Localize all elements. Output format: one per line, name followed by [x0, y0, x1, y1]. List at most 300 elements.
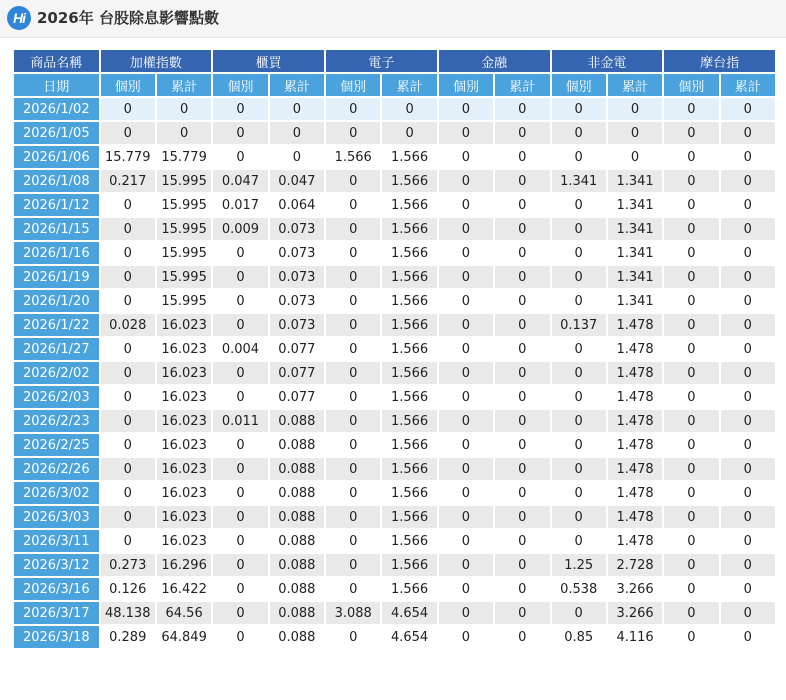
cumulative-value-cell: 0.077 — [270, 362, 324, 384]
cumulative-value-cell: 0 — [495, 578, 549, 600]
individual-value-cell: 0 — [664, 242, 718, 264]
individual-value-cell: 0 — [552, 218, 606, 240]
individual-value-cell: 0 — [326, 218, 380, 240]
sub-header-cumulative: 累計 — [157, 74, 211, 96]
cumulative-value-cell: 1.341 — [608, 290, 662, 312]
individual-value-cell: 0 — [439, 554, 493, 576]
individual-value-cell: 0 — [664, 170, 718, 192]
individual-value-cell: 0 — [213, 266, 267, 288]
cumulative-value-cell: 0 — [721, 602, 775, 624]
date-header: 日期 — [14, 74, 99, 96]
cumulative-value-cell: 16.422 — [157, 578, 211, 600]
table-row — [14, 386, 775, 408]
individual-value-cell: 0 — [326, 554, 380, 576]
individual-value-cell: 0 — [439, 530, 493, 552]
cumulative-value-cell: 0 — [721, 146, 775, 168]
sub-header-individual: 個別 — [664, 74, 718, 96]
cumulative-value-cell: 0.088 — [270, 530, 324, 552]
individual-value-cell: 0 — [439, 578, 493, 600]
individual-value-cell: 0 — [213, 434, 267, 456]
individual-value-cell: 0.273 — [101, 554, 155, 576]
individual-value-cell: 0 — [439, 338, 493, 360]
individual-value-cell: 0 — [439, 506, 493, 528]
individual-value-cell: 0 — [439, 410, 493, 432]
row-date: 2026/1/20 — [14, 290, 99, 312]
cumulative-value-cell: 0 — [495, 242, 549, 264]
table-row — [14, 170, 775, 192]
cumulative-value-cell: 0 — [721, 578, 775, 600]
individual-value-cell: 0 — [101, 458, 155, 480]
cumulative-value-cell: 1.566 — [382, 218, 436, 240]
table-row — [14, 98, 775, 120]
table-row — [14, 506, 775, 528]
cumulative-value-cell: 0 — [495, 482, 549, 504]
table-row — [14, 482, 775, 504]
individual-value-cell: 0 — [101, 410, 155, 432]
cumulative-value-cell: 1.566 — [382, 386, 436, 408]
individual-value-cell: 0 — [552, 602, 606, 624]
group-header-msci-taiwan: 摩台指 — [664, 50, 775, 72]
individual-value-cell: 0.289 — [101, 626, 155, 648]
cumulative-value-cell: 0 — [608, 98, 662, 120]
cumulative-value-cell: 16.023 — [157, 386, 211, 408]
individual-value-cell: 0 — [326, 290, 380, 312]
individual-value-cell: 0.017 — [213, 194, 267, 216]
individual-value-cell: 0 — [552, 434, 606, 456]
cumulative-value-cell: 0 — [495, 386, 549, 408]
cumulative-value-cell: 0 — [721, 482, 775, 504]
individual-value-cell: 0.137 — [552, 314, 606, 336]
cumulative-value-cell: 0 — [721, 338, 775, 360]
individual-value-cell: 0 — [664, 506, 718, 528]
cumulative-value-cell: 0 — [721, 290, 775, 312]
individual-value-cell: 0.85 — [552, 626, 606, 648]
individual-value-cell: 0 — [439, 434, 493, 456]
cumulative-value-cell: 64.56 — [157, 602, 211, 624]
individual-value-cell: 0 — [326, 386, 380, 408]
individual-value-cell: 0 — [439, 290, 493, 312]
cumulative-value-cell: 0 — [721, 626, 775, 648]
individual-value-cell: 0 — [664, 266, 718, 288]
cumulative-value-cell: 1.478 — [608, 362, 662, 384]
individual-value-cell: 0 — [664, 578, 718, 600]
cumulative-value-cell: 64.849 — [157, 626, 211, 648]
cumulative-value-cell: 0 — [495, 290, 549, 312]
individual-value-cell: 0 — [552, 98, 606, 120]
table-row — [14, 242, 775, 264]
dividend-impact-table — [12, 48, 777, 650]
individual-value-cell: 0 — [326, 362, 380, 384]
cumulative-value-cell: 0 — [721, 194, 775, 216]
cumulative-value-cell: 1.566 — [382, 146, 436, 168]
cumulative-value-cell: 1.566 — [382, 170, 436, 192]
group-header-otc: 櫃買 — [213, 50, 324, 72]
individual-value-cell: 0 — [664, 602, 718, 624]
cumulative-value-cell: 0 — [157, 98, 211, 120]
cumulative-value-cell: 1.566 — [382, 362, 436, 384]
individual-value-cell: 0 — [664, 194, 718, 216]
individual-value-cell: 0 — [326, 626, 380, 648]
cumulative-value-cell: 0 — [495, 338, 549, 360]
cumulative-value-cell: 1.566 — [382, 554, 436, 576]
row-date: 2026/1/02 — [14, 98, 99, 120]
row-date: 2026/1/19 — [14, 266, 99, 288]
individual-value-cell: 0 — [664, 626, 718, 648]
individual-value-cell: 0 — [101, 98, 155, 120]
row-date: 2026/2/02 — [14, 362, 99, 384]
individual-value-cell: 0.126 — [101, 578, 155, 600]
sub-header-individual: 個別 — [326, 74, 380, 96]
cumulative-value-cell: 1.341 — [608, 242, 662, 264]
individual-value-cell: 0 — [664, 362, 718, 384]
individual-value-cell: 0 — [439, 482, 493, 504]
cumulative-value-cell: 3.266 — [608, 602, 662, 624]
row-date: 2026/1/15 — [14, 218, 99, 240]
individual-value-cell: 0 — [439, 386, 493, 408]
individual-value-cell: 0 — [552, 458, 606, 480]
table-row — [14, 314, 775, 336]
row-date: 2026/1/12 — [14, 194, 99, 216]
individual-value-cell: 0 — [213, 506, 267, 528]
sub-header-cumulative: 累計 — [382, 74, 436, 96]
individual-value-cell: 1.566 — [326, 146, 380, 168]
table-row — [14, 362, 775, 384]
group-header-row — [14, 50, 775, 72]
cumulative-value-cell: 1.341 — [608, 170, 662, 192]
individual-value-cell: 0 — [552, 194, 606, 216]
individual-value-cell: 0 — [552, 386, 606, 408]
individual-value-cell: 0 — [439, 242, 493, 264]
cumulative-value-cell: 0 — [495, 602, 549, 624]
cumulative-value-cell: 0.088 — [270, 506, 324, 528]
cumulative-value-cell: 0.088 — [270, 458, 324, 480]
individual-value-cell: 0 — [552, 530, 606, 552]
cumulative-value-cell: 0 — [495, 218, 549, 240]
individual-value-cell: 0 — [664, 386, 718, 408]
individual-value-cell: 0 — [664, 218, 718, 240]
sub-header-row — [14, 74, 775, 96]
cumulative-value-cell: 15.995 — [157, 242, 211, 264]
sub-header-individual: 個別 — [552, 74, 606, 96]
cumulative-value-cell: 0 — [721, 530, 775, 552]
cumulative-value-cell: 0.064 — [270, 194, 324, 216]
individual-value-cell: 0 — [213, 626, 267, 648]
cumulative-value-cell: 0 — [495, 362, 549, 384]
individual-value-cell: 0 — [439, 458, 493, 480]
cumulative-value-cell: 0 — [721, 98, 775, 120]
individual-value-cell: 0 — [326, 482, 380, 504]
individual-value-cell: 0 — [326, 98, 380, 120]
individual-value-cell: 0 — [101, 122, 155, 144]
cumulative-value-cell: 1.566 — [382, 530, 436, 552]
cumulative-value-cell: 0.088 — [270, 578, 324, 600]
cumulative-value-cell: 15.995 — [157, 194, 211, 216]
cumulative-value-cell: 0 — [495, 194, 549, 216]
cumulative-value-cell: 0 — [721, 434, 775, 456]
cumulative-value-cell: 16.023 — [157, 458, 211, 480]
individual-value-cell: 0 — [101, 530, 155, 552]
individual-value-cell: 0 — [326, 506, 380, 528]
individual-value-cell: 0 — [213, 458, 267, 480]
individual-value-cell: 0 — [326, 170, 380, 192]
cumulative-value-cell: 1.566 — [382, 410, 436, 432]
cumulative-value-cell: 0 — [495, 266, 549, 288]
sub-header-cumulative: 累計 — [721, 74, 775, 96]
table-body — [14, 98, 775, 648]
cumulative-value-cell: 16.023 — [157, 410, 211, 432]
individual-value-cell: 0 — [101, 266, 155, 288]
individual-value-cell: 0 — [101, 218, 155, 240]
cumulative-value-cell: 1.341 — [608, 218, 662, 240]
individual-value-cell: 0 — [552, 266, 606, 288]
cumulative-value-cell: 15.995 — [157, 170, 211, 192]
cumulative-value-cell: 0 — [495, 434, 549, 456]
cumulative-value-cell: 0.088 — [270, 626, 324, 648]
individual-value-cell: 0 — [101, 242, 155, 264]
cumulative-value-cell: 1.478 — [608, 386, 662, 408]
individual-value-cell: 0 — [326, 410, 380, 432]
individual-value-cell: 0 — [326, 338, 380, 360]
table-row — [14, 194, 775, 216]
individual-value-cell: 0 — [101, 362, 155, 384]
cumulative-value-cell: 0.088 — [270, 482, 324, 504]
row-date: 2026/3/18 — [14, 626, 99, 648]
cumulative-value-cell: 3.266 — [608, 578, 662, 600]
individual-value-cell: 0 — [439, 362, 493, 384]
individual-value-cell: 0 — [101, 386, 155, 408]
cumulative-value-cell: 1.478 — [608, 458, 662, 480]
individual-value-cell: 0.538 — [552, 578, 606, 600]
individual-value-cell: 0.217 — [101, 170, 155, 192]
individual-value-cell: 0 — [326, 578, 380, 600]
cumulative-value-cell: 1.566 — [382, 458, 436, 480]
individual-value-cell: 0 — [213, 362, 267, 384]
individual-value-cell: 0 — [439, 194, 493, 216]
cumulative-value-cell: 0.073 — [270, 314, 324, 336]
cumulative-value-cell: 15.995 — [157, 290, 211, 312]
cumulative-value-cell: 1.478 — [608, 434, 662, 456]
cumulative-value-cell: 4.116 — [608, 626, 662, 648]
individual-value-cell: 0 — [664, 482, 718, 504]
cumulative-value-cell: 0.077 — [270, 338, 324, 360]
sub-header-individual: 個別 — [101, 74, 155, 96]
cumulative-value-cell: 0 — [721, 122, 775, 144]
cumulative-value-cell: 1.478 — [608, 482, 662, 504]
individual-value-cell: 0 — [213, 242, 267, 264]
cumulative-value-cell: 1.478 — [608, 410, 662, 432]
individual-value-cell: 0 — [439, 122, 493, 144]
individual-value-cell: 0 — [213, 482, 267, 504]
cumulative-value-cell: 0 — [608, 122, 662, 144]
table-row — [14, 266, 775, 288]
row-date: 2026/2/25 — [14, 434, 99, 456]
cumulative-value-cell: 16.023 — [157, 362, 211, 384]
cumulative-value-cell: 0 — [608, 146, 662, 168]
individual-value-cell: 0 — [213, 98, 267, 120]
cumulative-value-cell: 0.088 — [270, 410, 324, 432]
individual-value-cell: 0.009 — [213, 218, 267, 240]
individual-value-cell: 0 — [439, 146, 493, 168]
cumulative-value-cell: 15.779 — [157, 146, 211, 168]
cumulative-value-cell: 0 — [721, 266, 775, 288]
individual-value-cell: 0 — [213, 386, 267, 408]
row-date: 2026/3/17 — [14, 602, 99, 624]
cumulative-value-cell: 0 — [721, 410, 775, 432]
cumulative-value-cell: 1.478 — [608, 506, 662, 528]
cumulative-value-cell: 1.566 — [382, 242, 436, 264]
individual-value-cell: 0 — [326, 530, 380, 552]
individual-value-cell: 0 — [439, 98, 493, 120]
cumulative-value-cell: 0 — [495, 506, 549, 528]
individual-value-cell: 0 — [213, 602, 267, 624]
cumulative-value-cell: 0 — [495, 146, 549, 168]
individual-value-cell: 0 — [552, 146, 606, 168]
cumulative-value-cell: 0 — [721, 170, 775, 192]
cumulative-value-cell: 15.995 — [157, 218, 211, 240]
table-row — [14, 146, 775, 168]
row-date: 2026/1/06 — [14, 146, 99, 168]
cumulative-value-cell: 0 — [721, 242, 775, 264]
individual-value-cell: 0 — [552, 122, 606, 144]
cumulative-value-cell: 0 — [721, 218, 775, 240]
individual-value-cell: 0 — [552, 290, 606, 312]
individual-value-cell: 0 — [326, 266, 380, 288]
cumulative-value-cell: 0 — [721, 458, 775, 480]
individual-value-cell: 0 — [213, 122, 267, 144]
row-date: 2026/1/22 — [14, 314, 99, 336]
cumulative-value-cell: 4.654 — [382, 602, 436, 624]
product-name-header: 商品名稱 — [14, 50, 99, 72]
individual-value-cell: 0 — [326, 434, 380, 456]
cumulative-value-cell: 0.088 — [270, 554, 324, 576]
group-header-taiex: 加權指數 — [101, 50, 212, 72]
cumulative-value-cell: 16.023 — [157, 434, 211, 456]
individual-value-cell: 3.088 — [326, 602, 380, 624]
cumulative-value-cell: 0 — [495, 314, 549, 336]
cumulative-value-cell: 0 — [495, 458, 549, 480]
individual-value-cell: 0 — [664, 338, 718, 360]
individual-value-cell: 0 — [326, 122, 380, 144]
individual-value-cell: 0 — [213, 530, 267, 552]
cumulative-value-cell: 0.073 — [270, 218, 324, 240]
table-row — [14, 602, 775, 624]
table-row — [14, 338, 775, 360]
cumulative-value-cell: 1.478 — [608, 314, 662, 336]
individual-value-cell: 15.779 — [101, 146, 155, 168]
cumulative-value-cell: 0.088 — [270, 434, 324, 456]
individual-value-cell: 0 — [326, 242, 380, 264]
cumulative-value-cell: 16.023 — [157, 314, 211, 336]
cumulative-value-cell: 1.566 — [382, 338, 436, 360]
individual-value-cell: 0 — [664, 410, 718, 432]
cumulative-value-cell: 0 — [495, 530, 549, 552]
cumulative-value-cell: 0.073 — [270, 290, 324, 312]
row-date: 2026/1/16 — [14, 242, 99, 264]
table-row — [14, 626, 775, 648]
individual-value-cell: 0 — [552, 338, 606, 360]
individual-value-cell: 0.004 — [213, 338, 267, 360]
individual-value-cell: 0.047 — [213, 170, 267, 192]
cumulative-value-cell: 1.566 — [382, 290, 436, 312]
individual-value-cell: 0 — [101, 338, 155, 360]
sub-header-cumulative: 累計 — [495, 74, 549, 96]
individual-value-cell: 0 — [664, 146, 718, 168]
cumulative-value-cell: 2.728 — [608, 554, 662, 576]
individual-value-cell: 0 — [326, 458, 380, 480]
individual-value-cell: 0 — [664, 434, 718, 456]
row-date: 2026/2/03 — [14, 386, 99, 408]
individual-value-cell: 0 — [213, 554, 267, 576]
individual-value-cell: 0 — [664, 290, 718, 312]
cumulative-value-cell: 0.073 — [270, 242, 324, 264]
individual-value-cell: 0 — [101, 506, 155, 528]
individual-value-cell: 0 — [664, 530, 718, 552]
individual-value-cell: 1.341 — [552, 170, 606, 192]
cumulative-value-cell: 1.566 — [382, 578, 436, 600]
cumulative-value-cell: 1.478 — [608, 338, 662, 360]
group-header-non-fin-elec: 非金電 — [552, 50, 663, 72]
cumulative-value-cell: 1.566 — [382, 194, 436, 216]
cumulative-value-cell: 0 — [721, 362, 775, 384]
row-date: 2026/3/03 — [14, 506, 99, 528]
row-date: 2026/3/12 — [14, 554, 99, 576]
cumulative-value-cell: 1.566 — [382, 314, 436, 336]
cumulative-value-cell: 0 — [495, 170, 549, 192]
cumulative-value-cell: 0 — [270, 122, 324, 144]
individual-value-cell: 0 — [326, 194, 380, 216]
cumulative-value-cell: 1.566 — [382, 506, 436, 528]
cumulative-value-cell: 0.073 — [270, 266, 324, 288]
cumulative-value-cell: 0 — [495, 626, 549, 648]
cumulative-value-cell: 1.341 — [608, 266, 662, 288]
cumulative-value-cell: 0 — [721, 506, 775, 528]
individual-value-cell: 0 — [439, 314, 493, 336]
sub-header-cumulative: 累計 — [608, 74, 662, 96]
cumulative-value-cell: 0 — [495, 410, 549, 432]
individual-value-cell: 0 — [439, 266, 493, 288]
sub-header-cumulative: 累計 — [270, 74, 324, 96]
individual-value-cell: 0 — [213, 314, 267, 336]
individual-value-cell: 0.011 — [213, 410, 267, 432]
cumulative-value-cell: 16.296 — [157, 554, 211, 576]
individual-value-cell: 0 — [326, 314, 380, 336]
cumulative-value-cell: 1.566 — [382, 482, 436, 504]
individual-value-cell: 0 — [439, 626, 493, 648]
individual-value-cell: 0 — [664, 314, 718, 336]
individual-value-cell: 0 — [552, 506, 606, 528]
individual-value-cell: 0 — [439, 170, 493, 192]
table-row — [14, 434, 775, 456]
table-row — [14, 530, 775, 552]
page-title: 2026年 台股除息影響點數 — [37, 9, 219, 27]
cumulative-value-cell: 0 — [721, 554, 775, 576]
table-row — [14, 218, 775, 240]
row-date: 2026/2/26 — [14, 458, 99, 480]
group-header-finance: 金融 — [439, 50, 550, 72]
individual-value-cell: 0 — [101, 194, 155, 216]
individual-value-cell: 0 — [664, 122, 718, 144]
table-row — [14, 578, 775, 600]
individual-value-cell: 0 — [664, 98, 718, 120]
individual-value-cell: 0 — [101, 290, 155, 312]
individual-value-cell: 48.138 — [101, 602, 155, 624]
row-date: 2026/1/27 — [14, 338, 99, 360]
individual-value-cell: 0 — [101, 434, 155, 456]
cumulative-value-cell: 16.023 — [157, 482, 211, 504]
row-date: 2026/3/11 — [14, 530, 99, 552]
individual-value-cell: 0 — [439, 218, 493, 240]
hi-logo-icon: Hi — [7, 6, 31, 30]
